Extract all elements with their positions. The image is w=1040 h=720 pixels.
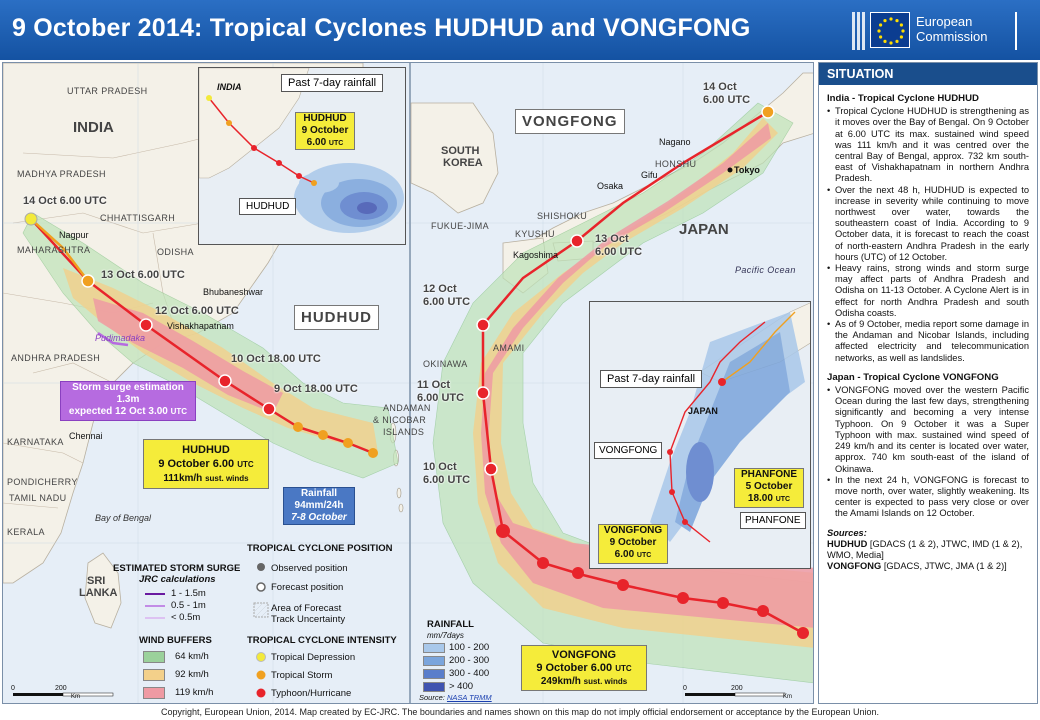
place-label: Gifu <box>641 170 658 180</box>
inset-country: INDIA <box>217 82 242 92</box>
region-label: ANDAMAN <box>383 403 431 413</box>
vongfong-current-callout: VONGFONG 9 October 6.00 UTC 249km/h sust. winds <box>521 645 647 691</box>
country-india: INDIA <box>73 119 114 136</box>
page-title: 9 October 2014: Tropical Cyclones HUDHUD and VONGFONG <box>12 14 751 42</box>
scale-label: 200 <box>731 685 743 692</box>
place-label: Nagpur <box>59 230 89 240</box>
vongfong-position-label: 11 Oct 6.00 UTC <box>417 379 465 404</box>
sources-block: Sources: HUDHUD [GDACS (1 & 2), JTWC, IMD (1 & 2), WMO, Media] VONGFONG [GDACS, JTWC, JMA (1 & 2)] <box>827 528 1029 572</box>
situation-body <box>819 85 1037 572</box>
region-label: OKINAWA <box>423 359 468 369</box>
list-item: • VONGFONG moved over the western Pacific Ocean during the last few days, strengthening significantly and becoming a very intense Typhoon. On 9 October it was a Super Typhoon with max. sustained wind speed of 249 km/h and its center is located over water, approx. 740 km south-east of the island of Okinawa. <box>827 385 1029 475</box>
inset-name-box: HUDHUD <box>239 198 296 215</box>
hudhud-pos-12oct <box>140 319 152 331</box>
tokyo-marker <box>728 168 733 173</box>
legend-wind-swatch <box>143 687 165 699</box>
ec-logo-text: European Commission <box>916 14 988 44</box>
rainfall-callout: Rainfall 94mm/24h 7-8 October <box>283 487 355 525</box>
country-sri-lanka: SRI <box>87 575 106 587</box>
storm-surge-callout: Storm surge estimation 1.3m expected 12 Oct 3.00 UTC <box>60 381 196 421</box>
legend-rainfall-item: 200 - 300 <box>449 655 490 666</box>
region-label: TAMIL NADU <box>9 493 67 503</box>
legend-surge-sub: JRC calculations <box>139 574 216 585</box>
scale-label: 200 <box>55 685 67 692</box>
japan-heading: Japan - Tropical Cyclone VONGFONG <box>827 371 999 383</box>
region-label: HONSHU <box>655 159 697 169</box>
vongfong-position-label: 13 Oct 6.00 UTC <box>595 233 643 258</box>
legend-rainfall-title: RAINFALL <box>427 619 474 630</box>
logo-divider <box>1015 12 1019 50</box>
hudhud-big-label: HUDHUD <box>294 305 379 330</box>
legend-rainfall-item: 300 - 400 <box>449 668 490 679</box>
ocean-label: Pacific Ocean <box>735 265 796 275</box>
place-label: Osaka <box>597 181 624 191</box>
hudhud-pos-9oct <box>263 403 275 415</box>
legend-intensity-title: TROPICAL CYCLONE INTENSITY <box>247 635 397 646</box>
region-label: UTTAR PRADESH <box>67 86 148 96</box>
scale-label: Km <box>783 694 792 700</box>
hudhud-position-label: 9 Oct 18.00 UTC <box>274 383 358 395</box>
legend-rainfall-unit: mm/7days <box>427 631 464 640</box>
india-list <box>827 106 1029 364</box>
list-item: • Tropical Cyclone HUDHUD is strengthening as it moves over the Bay of Bengal. On 9 October at 6.00 UTC its max. sustained wind speed was 111 km/h and it was centred over the central Bay of Bengal, approx. 732 km south-east of Vishakhapatnam in northern Andhra Pradesh. <box>827 106 1029 184</box>
vongfong-big-label: VONGFONG <box>515 109 625 134</box>
legend-wind-item: 119 km/h <box>175 687 214 698</box>
hudhud-current-callout: HUDHUD 9 October 6.00 UTC 111km/h sust. winds <box>143 439 269 489</box>
region-label: KERALA <box>7 527 45 537</box>
inset-title: Past 7-day rainfall <box>600 370 702 388</box>
place-label: Nagano <box>659 137 691 147</box>
legend-surge-item: < 0.5m <box>171 612 201 623</box>
place-label: Vishakhapatnam <box>167 321 234 331</box>
vongfong-obs-2 <box>572 567 584 579</box>
vongfong-obs-5 <box>717 597 729 609</box>
vongfong-obs-3 <box>617 579 629 591</box>
legend-position-item: Observed position <box>271 563 348 574</box>
vongfong-pos-14oct <box>762 106 774 118</box>
legend-wind-item: 92 km/h <box>175 669 209 680</box>
vongfong-obs-7 <box>797 627 809 639</box>
region-label: MADHYA PRADESH <box>17 169 106 179</box>
region-label: MAHARASHTRA <box>17 245 91 255</box>
header-bar <box>0 0 1040 60</box>
place-label: Kagoshima <box>513 250 559 260</box>
legend-intensity-item: Typhoon/Hurricane <box>271 688 352 699</box>
scale-label: Km <box>71 694 80 700</box>
hudhud-position-label: 14 Oct 6.00 UTC <box>23 195 107 207</box>
region-label: AMAMI <box>493 343 525 353</box>
list-item: • Heavy rains, strong winds and storm surge may affect parts of Andhra Pradesh and Odisha on 11-13 October. A Cyclone Alert is in effect for north Andhra Pradesh and south Odisha coasts. <box>827 263 1029 319</box>
legend-wind-title: WIND BUFFERS <box>139 635 212 646</box>
inset-vongfong-callout: VONGFONG 9 October 6.00 UTC <box>598 524 668 564</box>
region-label: ANDHRA PRADESH <box>11 353 101 363</box>
legend-surge-title: ESTIMATED STORM SURGE <box>113 563 241 574</box>
legend-position-item: Area of Forecast <box>271 603 342 614</box>
sources-hudhud-links[interactable]: [GDACS (1 & 2), JTWC, IMD (1 & 2), WMO, Media] <box>827 538 1023 560</box>
hudhud-position-label: 12 Oct 6.00 UTC <box>155 305 239 317</box>
place-label: Pudimadaka <box>95 333 146 343</box>
region-label: FUKUE-JIMA <box>431 221 489 231</box>
region-label: SHISHOKU <box>537 211 588 221</box>
legend-position-item: Forecast position <box>271 582 344 593</box>
list-item: • Over the next 48 h, HUDHUD is expected to increase in severity while continuing to move northwest over water, towards the southeastern coast of India. According to 9 October data, it is forecast to reach the coast of north-eastern Andhra Pradesh in the early hours (UTC) of 12 October. <box>827 185 1029 263</box>
legend-rainfall-swatch <box>423 656 445 666</box>
legend-surge-item: 1 - 1.5m <box>171 588 206 599</box>
vongfong-pos-11oct <box>477 387 489 399</box>
legend-surge-item: 0.5 - 1m <box>171 600 206 611</box>
vongfong-pos-13oct <box>571 235 583 247</box>
japan-list <box>827 385 1029 519</box>
legend-position-item: Track Uncertainty <box>271 614 346 625</box>
vongfong-pos-10oct <box>485 463 497 475</box>
legend-surge-lines <box>143 589 167 625</box>
inset-map <box>199 68 406 245</box>
place-label: Chennai <box>69 431 103 441</box>
hudhud-obs-4 <box>368 448 378 458</box>
sources-vongfong-links[interactable]: [GDACS, JTWC, JMA (1 & 2)] <box>883 560 1007 571</box>
map-area <box>2 62 814 704</box>
region-label: ODISHA <box>157 247 194 257</box>
legend-intensity-item: Tropical Depression <box>271 652 356 663</box>
region-label: ISLANDS <box>383 427 425 437</box>
vongfong-obs-1 <box>537 557 549 569</box>
hudhud-pos-10oct <box>219 375 231 387</box>
vongfong-rainfall-inset <box>589 301 811 569</box>
region-label: CHHATTISGARH <box>100 213 176 223</box>
legend-rainfall-swatch <box>423 682 445 692</box>
region-label: KARNATAKA <box>7 437 64 447</box>
legend-rainfall-swatch <box>423 669 445 679</box>
vongfong-obs-4 <box>677 592 689 604</box>
scale-label: 0 <box>11 685 15 692</box>
region-label: & NICOBAR <box>373 415 427 425</box>
inset-name-box: VONGFONG <box>594 442 662 459</box>
vongfong-obs-6 <box>757 605 769 617</box>
hudhud-obs-2 <box>318 430 328 440</box>
india-heading: India - Tropical Cyclone HUDHUD <box>827 93 979 104</box>
legend-wind-swatch <box>143 669 165 681</box>
hudhud-pos-14oct <box>25 213 37 225</box>
inset-phanfone-box: PHANFONE <box>740 512 806 529</box>
country-south-korea: KOREA <box>443 157 483 169</box>
country-south-korea: SOUTH <box>441 145 480 157</box>
inset-title: Past 7-day rainfall <box>281 74 383 92</box>
hudhud-obs-1 <box>293 422 303 432</box>
legend-intensity-icons <box>253 649 269 699</box>
hudhud-pos-13oct <box>82 275 94 287</box>
inset-country: JAPAN <box>688 406 718 416</box>
legend-position-icons <box>253 559 269 629</box>
sources-label: Sources: <box>827 527 867 538</box>
hudhud-position-label: 10 Oct 18.00 UTC <box>231 353 321 365</box>
footer-copyright: Copyright, European Union, 2014. Map created by EC-JRC. The boundaries and names shown on this map do not imply official endorsement or acceptance by the European Union. <box>160 707 880 717</box>
legend-rainfall-item: > 400 <box>449 681 474 692</box>
eu-flag-icon <box>870 12 910 48</box>
list-item: • As of 9 October, media report some damage in the Andaman and Nicobar Islands, including affected electricity and telecommunication networks, as well as landslides. <box>827 319 1029 364</box>
sea-label: Bay of Bengal <box>95 513 152 523</box>
vongfong-position-label: 12 Oct 6.00 UTC <box>423 283 471 308</box>
legend-source: Source: NASA TRMM <box>419 693 492 702</box>
region-label: PONDICHERRY <box>7 477 78 487</box>
hudhud-obs-3 <box>343 438 353 448</box>
country-japan: JAPAN <box>679 221 729 238</box>
place-label: Tokyo <box>734 165 760 175</box>
legend-intensity-item: Tropical Storm <box>271 670 333 681</box>
ec-logo <box>850 8 1032 54</box>
scale-label: 0 <box>683 685 687 692</box>
legend-rainfall-item: 100 - 200 <box>449 642 490 653</box>
ec-bars-icon <box>850 8 868 54</box>
hudhud-position-label: 13 Oct 6.00 UTC <box>101 269 185 281</box>
place-label: Bhubaneshwar <box>203 287 264 297</box>
country-sri-lanka: LANKA <box>79 587 118 599</box>
inset-hudhud-callout: HUDHUD 9 October 6.00 UTC <box>295 112 355 150</box>
vongfong-position-label: 14 Oct 6.00 UTC <box>703 81 751 106</box>
vongfong-pos-9oct <box>496 524 510 538</box>
legend-position-title: TROPICAL CYCLONE POSITION <box>247 543 393 554</box>
vongfong-position-label: 10 Oct 6.00 UTC <box>423 461 471 486</box>
situation-panel <box>818 62 1038 704</box>
list-item: • In the next 24 h, VONGFONG is forecast to move north, over water, slightly weakening. Its center is expected to pass very close or over the Amami Islands on 12 October. <box>827 475 1029 520</box>
hudhud-rainfall-inset <box>198 67 406 245</box>
region-label: KYUSHU <box>515 229 555 239</box>
vongfong-pos-12oct <box>477 319 489 331</box>
legend-wind-swatch <box>143 651 165 663</box>
legend-rainfall-swatch <box>423 643 445 653</box>
legend-wind-item: 64 km/h <box>175 651 209 662</box>
inset-phanfone-callout: PHANFONE 5 October 18.00 UTC <box>734 468 804 508</box>
situation-title: SITUATION <box>819 63 1037 85</box>
